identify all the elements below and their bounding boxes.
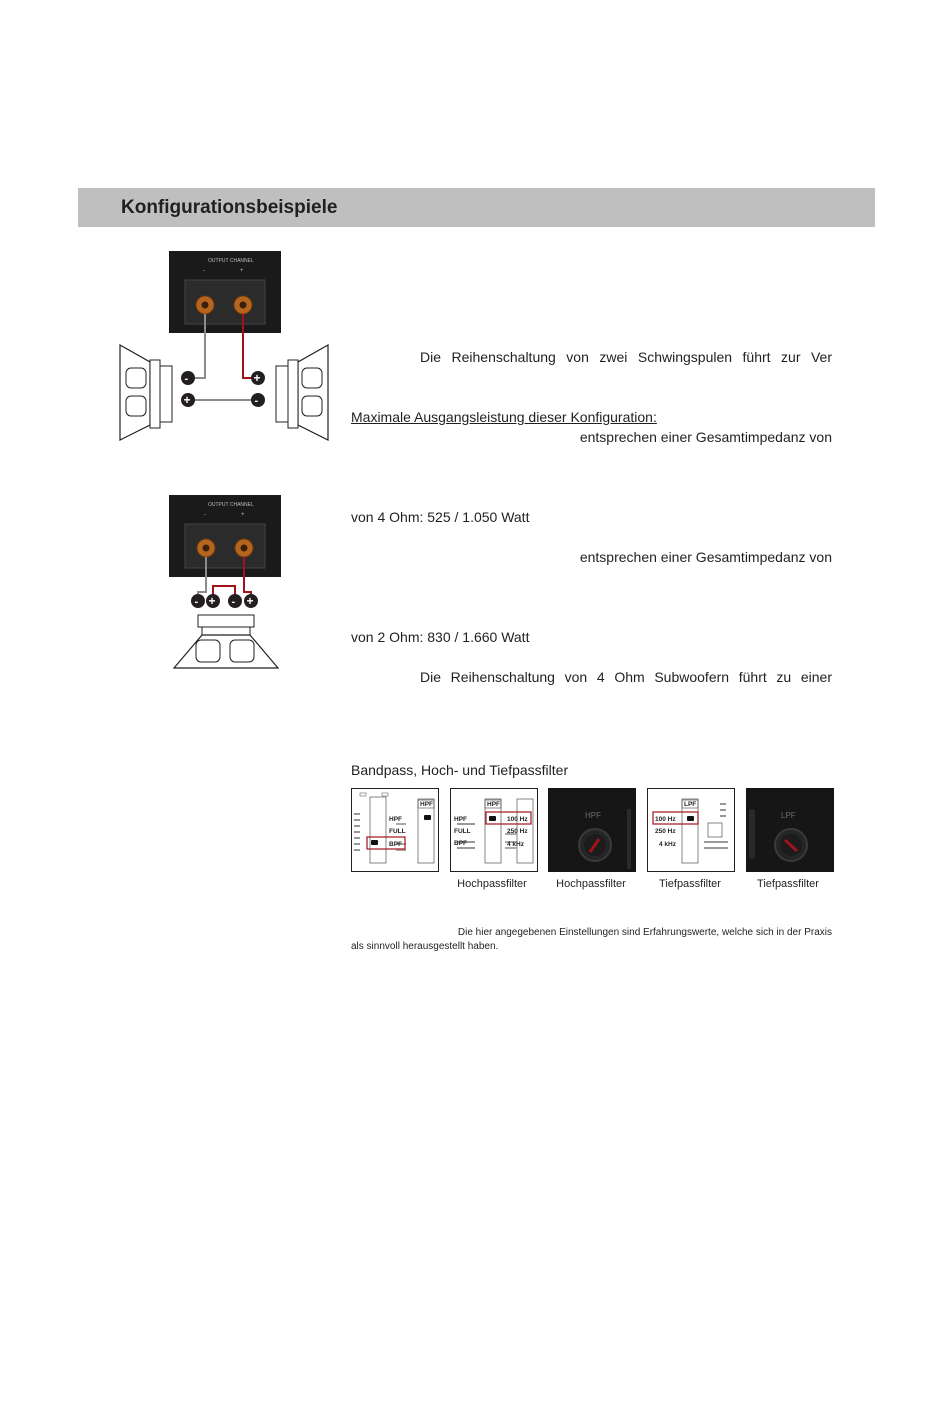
svg-text:HPF: HPF xyxy=(454,816,467,823)
svg-text:-: - xyxy=(184,373,189,385)
wiring-diagram-2-graphic xyxy=(168,494,283,672)
text-line-subwoofer-series: Die Reihenschaltung von 4 Ohm Subwoofern führt zu einer xyxy=(420,669,832,685)
svg-text:-: - xyxy=(194,596,199,608)
note-line-1: Die hier angegebenen Einstellungen sind Erfahrungswerte, welche sich in der Praxis xyxy=(457,927,832,938)
text-line-series-coils: Die Reihenschaltung von zwei Schwingspulen führt zur Ver xyxy=(420,349,832,365)
svg-text:+: + xyxy=(183,393,191,407)
svg-text:FULL: FULL xyxy=(454,828,471,835)
svg-text:250 Hz: 250 Hz xyxy=(507,828,528,835)
wiring-diagram-1-graphic xyxy=(110,250,340,445)
filter-thumb-bandpass xyxy=(351,788,439,872)
caption-1: Hochpassfilter xyxy=(457,878,527,890)
max-power-heading: Maximale Ausgangsleistung dieser Konfiguration: xyxy=(351,409,657,425)
svg-text:LPF: LPF xyxy=(781,811,796,820)
filter-thumb-lpf-knob xyxy=(746,788,834,872)
panel-label: OUTPUT CHANNEL xyxy=(208,502,254,508)
svg-text:BPF: BPF xyxy=(454,840,467,847)
svg-text:LPF: LPF xyxy=(684,801,697,808)
speaker-right-cone xyxy=(298,345,328,440)
filter-thumb-lpf-switch xyxy=(647,788,735,872)
note-line-2: als sinnvoll herausgestellt haben. xyxy=(351,941,499,952)
panel-label: OUTPUT CHANNEL xyxy=(208,258,254,264)
filter-thumb-hpf-knob xyxy=(548,788,636,872)
panel-plus-label: + xyxy=(241,512,245,518)
text-line-2ohm: von 2 Ohm: 830 / 1.660 Watt xyxy=(351,629,530,645)
panel-minus-label: - xyxy=(204,512,206,518)
filters-heading: Bandpass, Hoch- und Tiefpassfilter xyxy=(351,762,569,778)
text-line-impedance-1: entsprechen einer Gesamtimpedanz von xyxy=(579,429,832,445)
caption-4: Tiefpassfilter xyxy=(757,878,819,890)
filter-thumb-hpf-switch xyxy=(450,788,538,872)
wiring-diagram-series-two-coils xyxy=(110,250,340,445)
svg-text:4 kHz: 4 kHz xyxy=(659,841,676,848)
caption-3: Tiefpassfilter xyxy=(659,878,721,890)
speaker-magnet xyxy=(198,615,254,627)
svg-text:100 Hz: 100 Hz xyxy=(507,816,528,823)
svg-text:FULL: FULL xyxy=(389,828,406,835)
caption-2: Hochpassfilter xyxy=(556,878,626,890)
svg-text:HPF: HPF xyxy=(420,801,433,808)
panel-plus-label: + xyxy=(240,268,244,274)
svg-text:HPF: HPF xyxy=(585,811,601,820)
svg-text:4 kHz: 4 kHz xyxy=(507,841,524,848)
speaker-left-cone xyxy=(120,345,150,440)
svg-text:-: - xyxy=(231,596,236,608)
svg-text:+: + xyxy=(208,594,216,608)
svg-text:BPF: BPF xyxy=(389,841,402,848)
svg-text:250 Hz: 250 Hz xyxy=(655,828,676,835)
text-line-4ohm: von 4 Ohm: 525 / 1.050 Watt xyxy=(351,509,530,525)
svg-text:100 Hz: 100 Hz xyxy=(655,816,676,823)
speaker-cone xyxy=(174,635,278,668)
svg-text:HPF: HPF xyxy=(389,816,402,823)
wiring-diagram-dual-coil xyxy=(168,494,283,672)
svg-text:+: + xyxy=(253,371,261,385)
section-title: Konfigurationsbeispiele xyxy=(121,197,338,218)
svg-text:-: - xyxy=(254,395,259,407)
panel-minus-label: - xyxy=(203,268,205,274)
svg-text:+: + xyxy=(246,594,254,608)
section-header-bar xyxy=(78,188,875,227)
svg-text:HPF: HPF xyxy=(487,801,500,808)
text-line-impedance-2: entsprechen einer Gesamtimpedanz von xyxy=(579,549,832,565)
